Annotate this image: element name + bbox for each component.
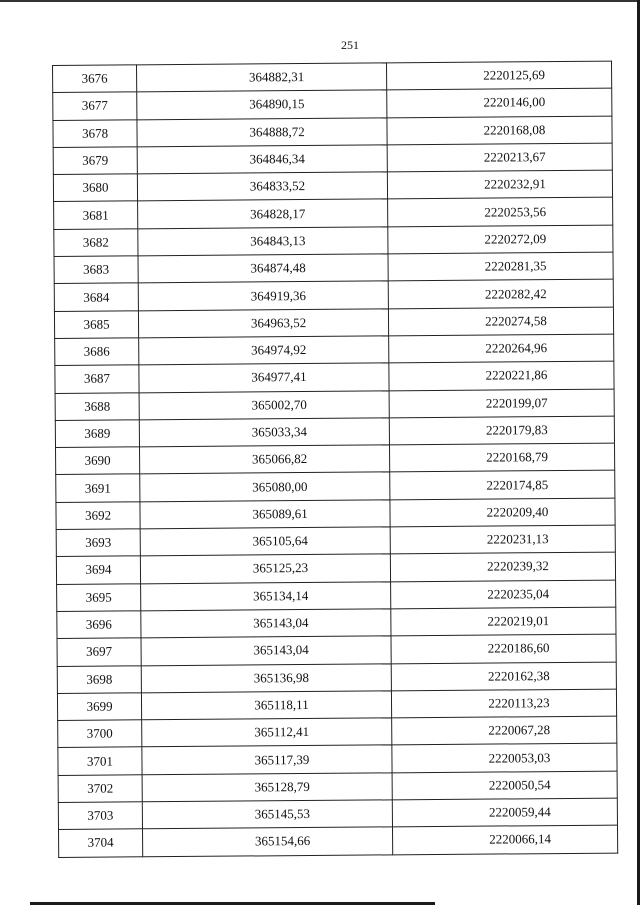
point-number-cell: 3680 [53,174,137,202]
table-row [56,525,615,557]
point-number-cell: 3686 [55,338,139,366]
y-coordinate-cell: 2220067,28 [392,716,617,745]
table-row [53,116,612,148]
table-row [56,471,615,503]
y-coordinate-cell: 2220274,58 [388,307,613,336]
point-number-cell: 3684 [54,283,138,311]
table-row [53,88,612,120]
x-coordinate-cell: 365136,98 [141,663,391,692]
y-coordinate-cell: 2220053,03 [392,744,617,773]
y-coordinate-cell: 2220281,35 [388,252,613,281]
x-coordinate-cell: 365105,64 [140,527,390,556]
point-number-cell: 3702 [58,775,142,803]
y-coordinate-cell: 2220146,00 [387,88,612,117]
point-number-cell: 3701 [58,747,142,775]
y-coordinate-cell: 2220125,69 [386,61,611,90]
x-coordinate-cell: 364888,72 [137,117,387,146]
point-number-cell: 3697 [57,638,141,666]
table-row [56,443,615,475]
table-row [56,552,615,584]
x-coordinate-cell: 365002,70 [139,390,389,419]
point-number-cell: 3695 [57,583,141,611]
table-row [54,225,613,257]
table-row [55,361,614,393]
x-coordinate-cell: 364919,36 [138,281,388,310]
x-coordinate-cell: 364874,48 [138,254,388,283]
table-row [57,580,616,612]
point-number-cell: 3696 [57,611,141,639]
point-number-cell: 3699 [57,693,141,721]
y-coordinate-cell: 2220168,08 [387,116,612,145]
y-coordinate-cell: 2220174,85 [390,471,615,500]
point-number-cell: 3688 [55,392,139,420]
point-number-cell: 3700 [58,720,142,748]
table-row [55,389,614,421]
x-coordinate-cell: 364977,41 [139,363,389,392]
y-coordinate-cell: 2220059,44 [392,798,617,827]
table-row [54,279,613,311]
point-number-cell: 3678 [53,119,137,147]
table-row [53,61,612,93]
y-coordinate-cell: 2220213,67 [387,143,612,172]
y-coordinate-cell: 2220113,23 [391,689,616,718]
table-row [55,416,614,448]
x-coordinate-cell: 365145,53 [142,800,392,829]
y-coordinate-cell: 2220209,40 [390,498,615,527]
point-number-cell: 3689 [55,420,139,448]
table-row [59,825,618,857]
y-coordinate-cell: 2220232,91 [387,170,612,199]
y-coordinate-cell: 2220219,01 [391,607,616,636]
point-number-cell: 3691 [56,474,140,502]
table-row [57,689,616,721]
x-coordinate-cell: 365066,82 [140,445,390,474]
y-coordinate-cell: 2220253,56 [388,198,613,227]
x-coordinate-cell: 365143,04 [141,636,391,665]
y-coordinate-cell: 2220231,13 [390,525,615,554]
table-row [54,252,613,284]
x-coordinate-cell: 365089,61 [140,500,390,529]
x-coordinate-cell: 365112,41 [142,718,392,747]
point-number-cell: 3682 [54,229,138,257]
table-row [58,771,617,803]
y-coordinate-cell: 2220239,32 [390,552,615,581]
point-number-cell: 3698 [57,665,141,693]
y-coordinate-cell: 2220162,38 [391,662,616,691]
point-number-cell: 3704 [59,829,143,857]
table-row [56,498,615,530]
x-coordinate-cell: 364882,31 [137,63,387,92]
y-coordinate-cell: 2220066,14 [392,825,617,854]
y-coordinate-cell: 2220272,09 [388,225,613,254]
table-row [58,744,617,776]
point-number-cell: 3692 [56,502,140,530]
y-coordinate-cell: 2220221,86 [389,361,614,390]
point-number-cell: 3703 [58,802,142,830]
scan-top-edge [0,0,640,2]
coordinates-table-wrapper [52,61,618,851]
point-number-cell: 3685 [54,311,138,339]
x-coordinate-cell: 365154,66 [143,827,393,856]
x-coordinate-cell: 364890,15 [137,90,387,119]
coordinates-table-body [53,61,618,857]
x-coordinate-cell: 365134,14 [141,581,391,610]
table-row [57,634,616,666]
x-coordinate-cell: 365033,34 [139,418,389,447]
point-number-cell: 3677 [53,92,137,120]
y-coordinate-cell: 2220264,96 [389,334,614,363]
point-number-cell: 3687 [55,365,139,393]
x-coordinate-cell: 365128,79 [142,773,392,802]
y-coordinate-cell: 2220186,60 [391,634,616,663]
y-coordinate-cell: 2220050,54 [392,771,617,800]
table-row [53,170,612,202]
x-coordinate-cell: 364843,13 [138,227,388,256]
x-coordinate-cell: 364828,17 [138,199,388,228]
x-coordinate-cell: 364974,92 [139,336,389,365]
point-number-cell: 3681 [54,201,138,229]
table-row [54,198,613,230]
table-row [57,662,616,694]
y-coordinate-cell: 2220179,83 [389,416,614,445]
y-coordinate-cell: 2220282,42 [388,279,613,308]
point-number-cell: 3693 [56,529,140,557]
x-coordinate-cell: 364963,52 [138,309,388,338]
x-coordinate-cell: 365118,11 [141,691,391,720]
point-number-cell: 3679 [53,147,137,175]
table-row [58,716,617,748]
x-coordinate-cell: 365117,39 [142,745,392,774]
x-coordinate-cell: 365143,04 [141,609,391,638]
x-coordinate-cell: 365125,23 [140,554,390,583]
y-coordinate-cell: 2220235,04 [391,580,616,609]
y-coordinate-cell: 2220199,07 [389,389,614,418]
table-row [53,143,612,175]
table-row [54,307,613,339]
x-coordinate-cell: 364833,52 [137,172,387,201]
point-number-cell: 3694 [56,556,140,584]
x-coordinate-cell: 364846,34 [137,145,387,174]
table-row [57,607,616,639]
page-number: 251 [341,38,359,52]
point-number-cell: 3683 [54,256,138,284]
y-coordinate-cell: 2220168,79 [389,443,614,472]
table-row [58,798,617,830]
point-number-cell: 3676 [53,65,137,93]
table-row [55,334,614,366]
coordinates-table [52,61,618,858]
point-number-cell: 3690 [56,447,140,475]
x-coordinate-cell: 365080,00 [140,472,390,501]
